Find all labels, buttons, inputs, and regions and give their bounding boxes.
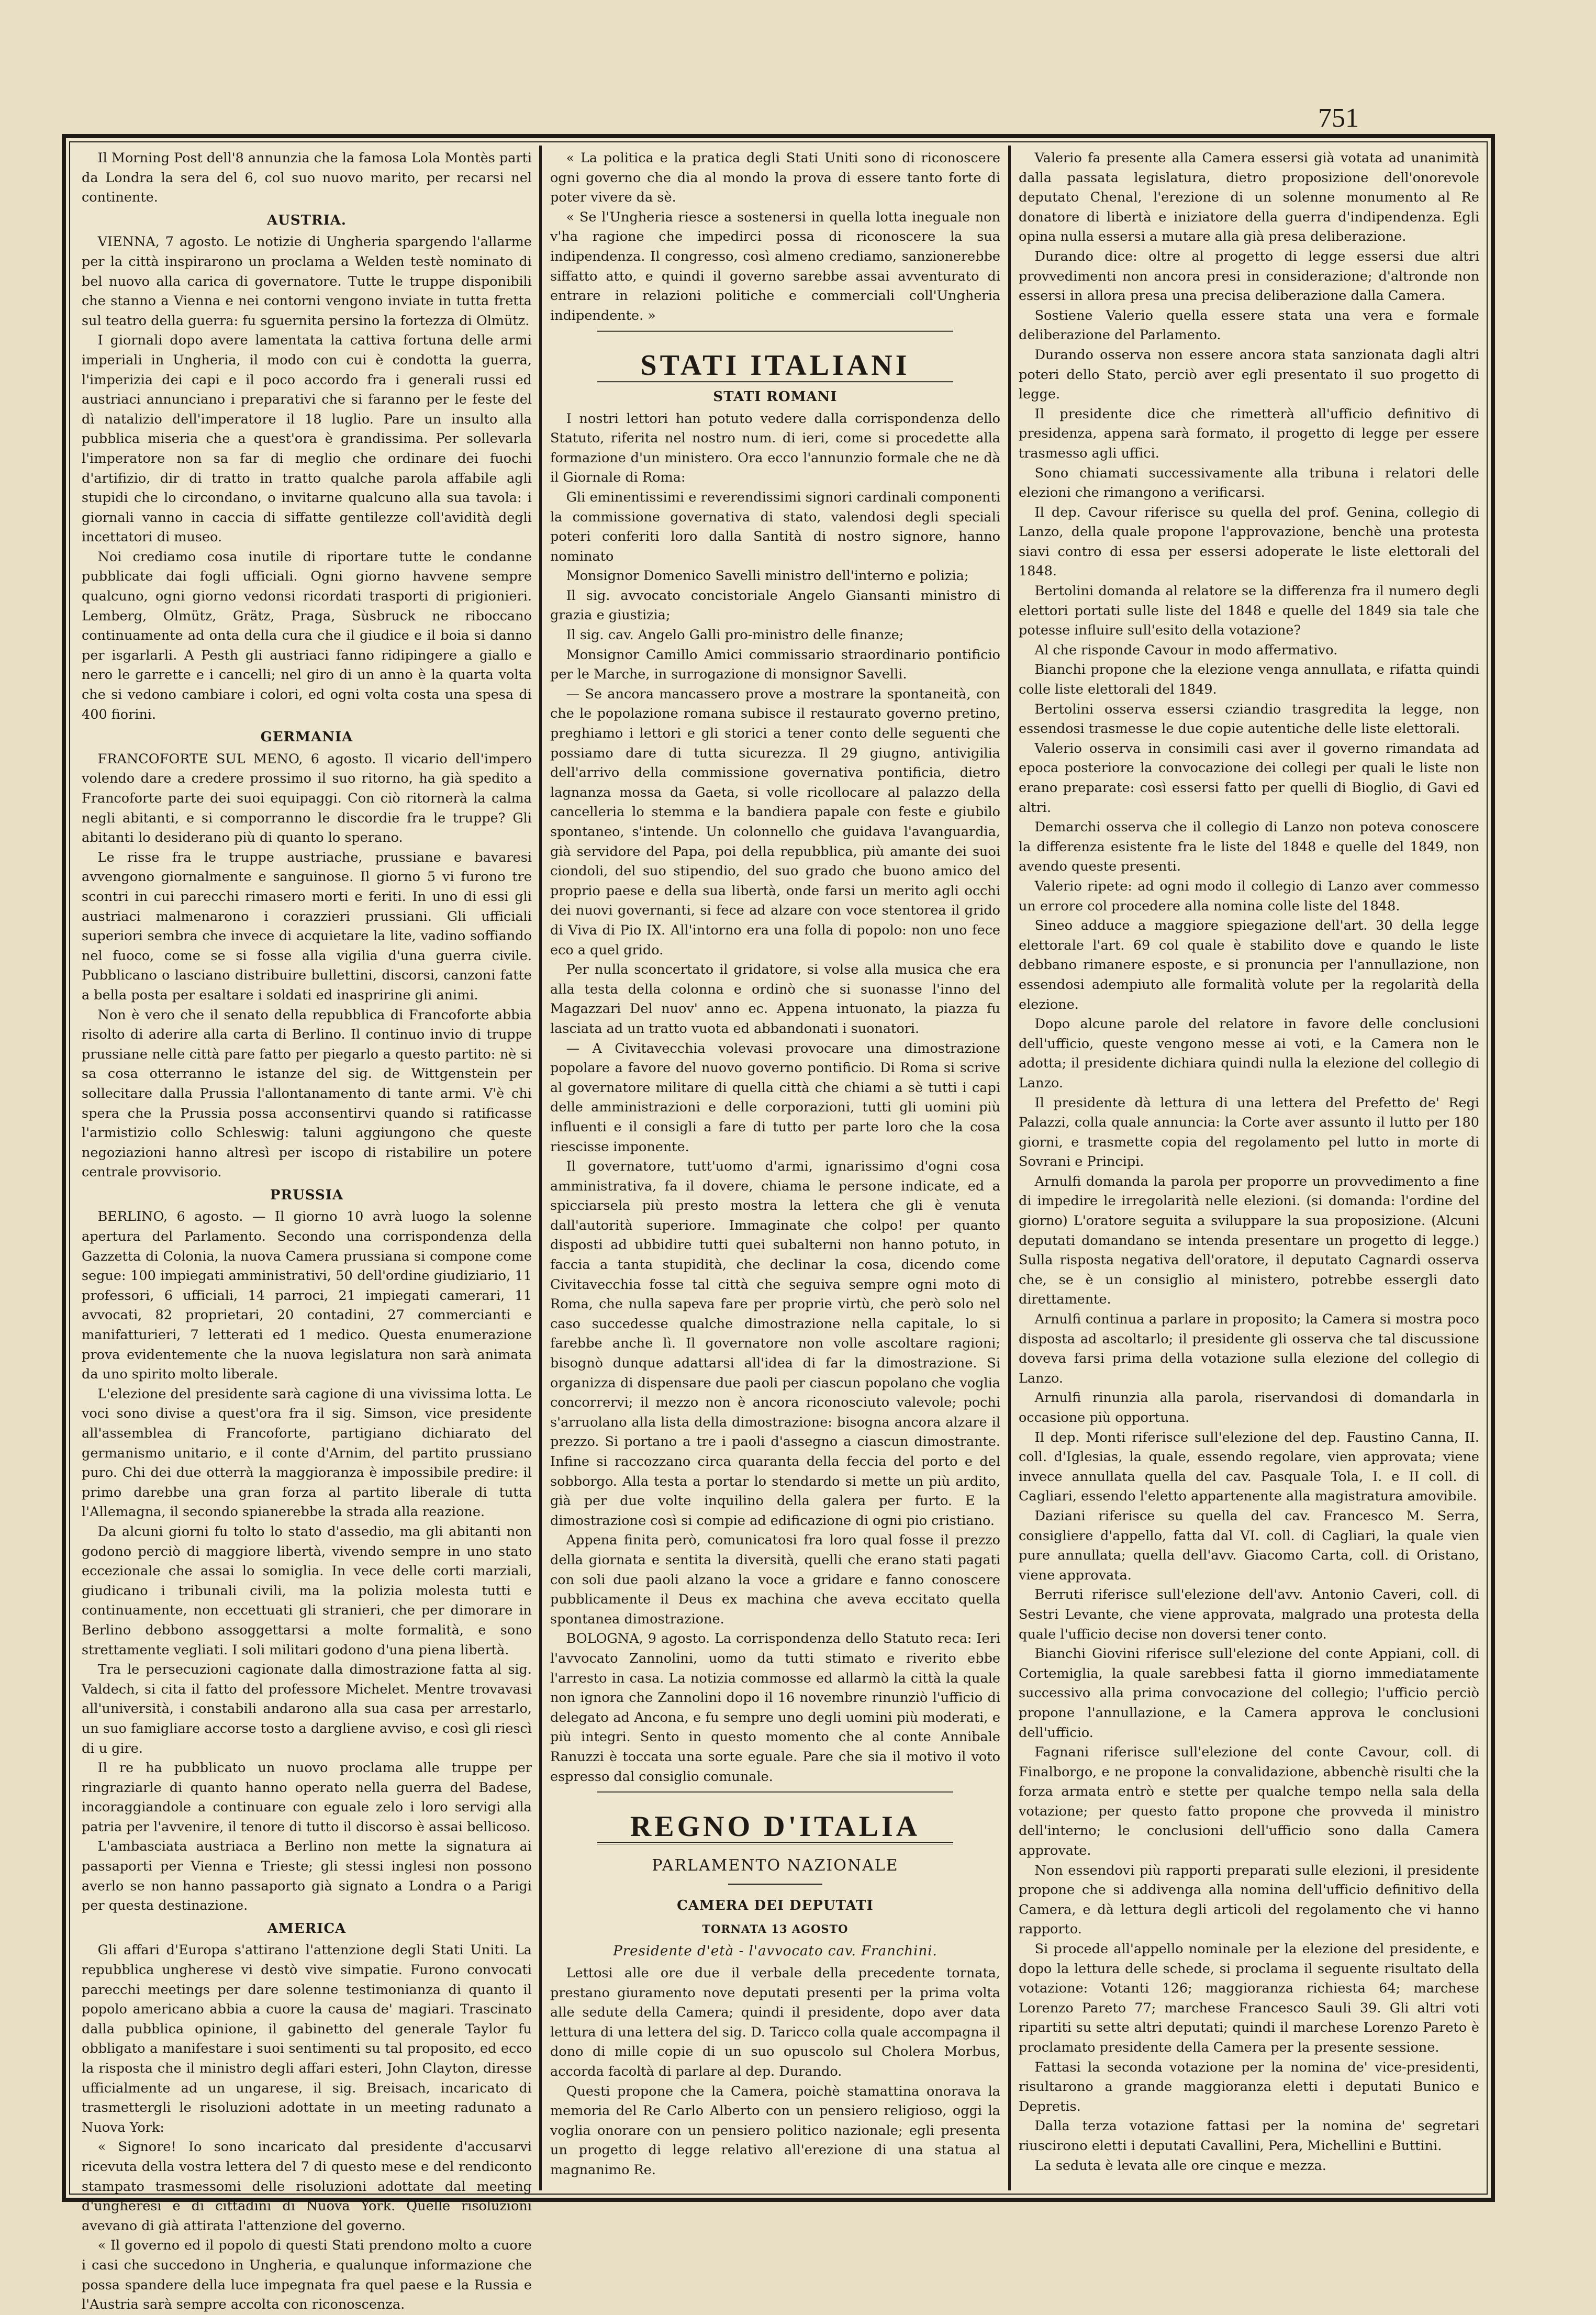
paragraph: Si procede all'appello nominale per la elezione del presidente, e dopo la lettura delle schede, si proclama il seguente risultato della votazione: Votanti 126; maggioranza richiesta 64; marchese Lorenzo Pareto 77; marchese Francesco Sauli 39. Gli altri voti ripartiti su sette altri deputati; quindi il marchese Lorenzo Pareto è proclamato presidente della Camera per la presente sessione. bbox=[1019, 1941, 1479, 2055]
paragraph: Il presidente dà lettura di una lettera del Prefetto de' Regi Palazzi, colla quale annuncia: la Corte aver assunto il lutto per 180 giorni, e trasmette copia del regolamento pel lutto in morte di Sovrani e Principi. bbox=[1019, 1095, 1479, 1170]
paragraph: Non essendovi più rapporti preparati sulle elezioni, il presidente propone che si addivenga alla nomina dell'ufficio definitivo della Camera, e dà lettura degli articoli del regolamento che vi hanno rapporto. bbox=[1019, 1862, 1479, 1938]
paragraph: Durando dice: oltre al progetto di legge essersi due altri provvedimenti non ancora presi in considerazione; d'altronde non essersi in allora presa una precisa deliberazione dalla Camera. bbox=[1019, 248, 1479, 304]
paragraph: Daziani riferisce su quella del cav. Francesco M. Serra, consigliere d'appello, fatta dal VI. coll. di Cagliari, la quale vien pure annullata; quella dell'avv. Giacomo Carta, coll. di Oristano, viene approvata. bbox=[1019, 1508, 1479, 1583]
paragraph: Valerio ripete: ad ogni modo il collegio di Lanzo aver commesso un errore col procedere alla nomina colle liste del 1848. bbox=[1019, 878, 1479, 914]
paragraph: Demarchi osserva che il collegio di Lanzo non poteva conoscere la differenza esistente fra le liste del 1848 e quelle del 1849, non avendo queste presenti. bbox=[1019, 819, 1479, 875]
paragraph: « Se l'Ungheria riesce a sostenersi in quella lotta ineguale non v'ha ragione che impedirci possa di riconoscere la sua indipendenza. Il congresso, così almeno crediamo, sanzionerebbe siffatto atto, e quindi il governo sarebbe assai avventurato di entrare in relazioni politiche e commerciali coll'Ungheria indipendente. » bbox=[550, 209, 1000, 324]
paragraph: Il presidente dice che rimetterà all'ufficio definitivo di presidenza, appena sarà formato, il progetto di legge per essere trasmesso agli uffici. bbox=[1019, 406, 1479, 461]
paragraph: Il sig. cav. Angelo Galli pro-ministro delle finanze; bbox=[566, 627, 904, 643]
paragraph: — Se ancora mancassero prove a mostrare la spontaneità, con che le popolazione romana subisce il restaurato governo pretino, preghiamo i lettori e gli storici a tener conto delle seguenti che possiamo dare di tutta sicurezza. Il 29 giugno, antivigilia dell'arrivo della commissione governativa pontificia, dietro lagnanza mossa da Gaeta, si volle ricollocare al palazzo della cancelleria lo stemma e la bandiera papale con feste e giubilo spontaneo, s'intende. Un colonnello che guidava l'avanguardia, già servidore del Papa, poi della repubblica, più amante dei suoi ciondoli, del suo stipendio, del suo grado che buono amico del proprio paese e della sua libertà, onde farsi un merito agli occhi dei nuovi governanti, si fece ad alzare con voce stentorea il grido di Viva di Pio IX. All'intorno era una folla di popolo: non uno fece eco a quel grido. bbox=[550, 686, 1000, 958]
small-rule bbox=[728, 1884, 822, 1885]
paragraph: Arnulfi domanda la parola per proporre un provvedimento a fine di impedire le irregolarità nelle elezioni. (si domanda: l'ordine del giorno) L'oratore seguita a sviluppare la sua proposizione. (Alcuni deputati domandano se intenda presentare un progetto di legge.) Sulla risposta negativa dell'oratore, il deputato Cagnardi osserva che, se è un consiglio al ministero, potrebbe essergli dato direttamente. bbox=[1019, 1173, 1479, 1308]
paragraph: Sineo adduce a maggiore spiegazione dell'art. 30 della legge elettorale l'art. 69 col quale è stabilito dove e quando le liste debbano rimanere esposte, e si pronuncia per l'annullazione, non essendosi adempiuto alle formalità volute per la regolarità della elezione. bbox=[1019, 918, 1479, 1012]
paragraph: Per nulla sconcertato il gridatore, si volse alla musica che era alla testa della colonna e ordinò che si suonasse l'inno del Magazzari Del nuov' anno ec. Appena intuonato, la piazza fu lasciata ad un tratto vuota ed abbandonati i suonatori. bbox=[550, 962, 1000, 1037]
paragraph: Il sig. avvocato concistoriale Angelo Giansanti ministro di grazia e giustizia; bbox=[550, 587, 1000, 624]
title-rule bbox=[597, 1791, 953, 1793]
section-heading: CAMERA DEI DEPUTATI bbox=[677, 1898, 874, 1914]
paragraph: Bianchi propone che la elezione venga annullata, e rifatta quindi colle liste elettorali del 1849. bbox=[1019, 662, 1479, 698]
page-number: 751 bbox=[1318, 103, 1359, 133]
paragraph: Il governatore, tutt'uomo d'armi, ignarissimo d'ogni cosa amministrativa, fa il dovere, chiama le persone indicate, ed a spicciarsela più presto mostra la lettera che gli è venuta dall'autorità superiore. Immaginate che colpo! per quanto disposti ad ubbidire tutti quei subalterni non hanno potuto, in faccia a tanta stupidità, che declinar la cosa, dicendo come Civitavecchia fosse tal città che seguiva sempre ogni moto di Roma, che nulla sapeva fare per proprie virtù, che però solo nel caso succedesse qualche dimostrazione nella capitale, lo si farebbe anche lì. Il governatore non volle ascoltare ragioni; bisognò dunque adattarsi all'idea di far la dimostrazione. Si organizza di dispensare due paoli per ciascun popolano che voglia concorrervi; il mezzo non è ancora riconosciuto valevole; pochi s'arruolano alla lista della dimostrazione: bisogna ancora alzare il prezzo. Si portano a tre i paoli d'assegno a ciascun dimostrante. Infine si raccozzano circa quaranta della feccia del porto e del sobborgo. Alla testa a portar lo stendardo si mette un più ardito, già per due volte inquilino della galera per furto. E la dimostrazione così si compie ad edificazione di ogni pio cristiano. bbox=[550, 1159, 1000, 1529]
paragraph: I nostri lettori han potuto vedere dalla corrispondenza dello Statuto, riferita nel nostro num. di ieri, come si procedette alla formazione d'un ministero. Ora ecco l'annunzio formale che ne dà il Giornale di Roma: bbox=[550, 410, 1000, 486]
paragraph: FRANCOFORTE SUL MENO, 6 agosto. Il vicario dell'impero volendo dare a credere prossimo il suo ritorno, ha già spedito a Francoforte parte dei suoi equipaggi. Con ciò ritornerà la calma negli abitanti, e si comporranno le discordie fra le truppe? Gli abitanti lo desiderano più di quanto lo sperano. bbox=[82, 751, 532, 846]
paragraph: Il re ha pubblicato un nuovo proclama alle truppe per ringraziarle di quanto hanno operato nella guerra del Badese, incoraggiandole a continuare con eguale zelo i loro servigi alla patria per l'avvenire, il tenore di tutto il discorso è assai bellicoso. bbox=[82, 1760, 532, 1835]
paragraph: L'ambasciata austriaca a Berlino non mette la signatura ai passaporti per Vienna e Trieste; gli stessi inglesi non possono averlo se non hanno passaporto già signato a Londra o a Parigi per questa destinazione. bbox=[82, 1839, 532, 1914]
paragraph: I giornali dopo avere lamentata la cattiva fortuna delle armi imperiali in Ungheria, il modo con cui è condotta la guerra, l'imperizia dei capi e il poco accordo fra i generali russi ed austriaci annunciano i preparativi che si faranno per le feste del dì natalizio dell'imperatore il 18 luglio. Pare un insulto alla pubblica miseria che a quest'ora è grandissima. Per sollevarla l'imperatore non sa far di meglio che ordinare dei fuochi d'artifizio, dir di tratto in tratto qualche parola affabile agli stupidi che lo circondano, o invitarne qualcuno alla sua tavola: i giornali vanno in caccia di siffatte gentilezze coll'avidità degli incettatori di museo. bbox=[82, 332, 532, 546]
paragraph: Appena finita però, comunicatosi fra loro qual fosse il prezzo della giornata e sentita la diversità, quelli che erano stati pagati con soli due paoli alzano la voce a gridare e fanno conoscere pubblicamente il Deus ex machina che aveva eccitato quella spontanea dimostrazione. bbox=[550, 1532, 1000, 1627]
paragraph: Il dep. Monti riferisce sull'elezione del dep. Faustino Canna, II. coll. d'Iglesias, la quale, essendo regolare, vien approvata; viene invece annullata quella del cav. Pasquale Tola, I. e II coll. di Cagliari, essendo l'eletto appartenente alla magistratura amovibile. bbox=[1019, 1429, 1479, 1505]
paragraph: Arnulfi rinunzia alla parola, riservandosi di domandarla in occasione più opportuna. bbox=[1019, 1390, 1479, 1426]
paragraph: Le risse fra le truppe austriache, prussiane e bavaresi avvengono giornalmente e sanguinose. Il giorno 5 vi furono tre scontri in cui parecchi rimasero morti e feriti. In uno di essi gli austriaci malmenarono i corazzieri prussiani. Gli ufficiali superiori sembra che invece di acquietare la lite, vadino soffiando nel fuoco, come se si fosse alla vigilia d'una guerra civile. Pubblicano o lasciano distribuire bullettini, discorsi, canzoni fatte a bella posta per esaltare i soldati ed inaspririne gli animi. bbox=[82, 849, 532, 1003]
paragraph: Valerio fa presente alla Camera essersi già votata ad unanimità dalla passata legislatura, dietro proposizione dell'onorevole deputato Chenal, l'erezione di un solenne monumento al Re donatore di libertà e iniziatore della guerra d'indipendenza. Egli opina nulla essersi a mutare alla già presa deliberazione. bbox=[1019, 150, 1479, 245]
paragraph: Berruti riferisce sull'elezione dell'avv. Antonio Caveri, coll. di Sestri Levante, che viene approvata, malgrado una protesta della quale l'ufficio decise non doversi tener conto. bbox=[1019, 1587, 1479, 1642]
paragraph: Monsignor Domenico Savelli ministro dell'interno e polizia; bbox=[566, 568, 969, 584]
section-heading: Presidente d'età - l'avvocato cav. Franchini. bbox=[613, 1943, 937, 1960]
paragraph: Noi crediamo cosa inutile di riportare tutte le condanne pubblicate dai fogli ufficiali. Ogni giorno havvene sempre qualcuno, ogni giorno vedonsi ricordati trasporti di prigionieri. Lemberg, Olmütz, Grätz, Praga, Sùsbruck ne riboccano continuamente ad onta della cura che il giudice e il boia si danno per isgarlarli. A Pesth gli austriaci fanno ridipingere a giallo e nero le garrette e i cancelli; nel giro di un anno è la quarta volta che si vedono cambiare i colori, ed ogni volta costa una spesa di 400 fiorini. bbox=[82, 549, 532, 722]
subsection-title: PARLAMENTO NAZIONALE bbox=[652, 1856, 899, 1875]
paragraph: « Signore! Io sono incaricato dal presidente d'accusarvi ricevuta della vostra lettera del 7 di questo mese e del rendiconto stampato trasmessomi delle risoluzioni adottate dal meeting d'ungheresi e di cittadini di Nuova York. Quelle risoluzioni avevano di già attirata l'attenzione del governo. bbox=[82, 2139, 532, 2234]
paragraph: Lettosi alle ore due il verbale della precedente tornata, prestano giuramento nove deputati presenti per la prima volta alle sedute della Camera; quindi il presidente, dopo aver data lettura di una lettera del sig. D. Taricco colla quale accompagna il dono di mille copie di un suo opuscolo sul Cholera Morbus, accorda facoltà di parlare al dep. Durando. bbox=[550, 1965, 1000, 2080]
paragraph: « La politica e la pratica degli Stati Uniti sono di riconoscere ogni governo che dia al mondo la prova di essere tanto forte di poter vivere da sè. bbox=[550, 150, 1000, 206]
paragraph: Dalla terza votazione fattasi per la nomina de' segretari riuscirono eletti i deputati Cavallini, Pera, Michellini e Buttini. bbox=[1019, 2118, 1479, 2154]
paragraph: Da alcuni giorni fu tolto lo stato d'assedio, ma gli abitanti non godono perciò di maggiore libertà, vivendo sempre in uno stato eccezionale che assai lo somiglia. In vece delle corti marziali, giudicano i tribunali civili, ma la polizia molesta tutti e continuamente, non eccettuati gli stranieri, che per dimorare in Berlino debbono assoggettarsi a molte formalità, e sono strettamente vegliati. I soli militari godono d'una piena libertà. bbox=[82, 1523, 532, 1658]
column-rule bbox=[1008, 146, 1011, 2190]
paragraph: Il dep. Cavour riferisce su quella del prof. Genina, collegio di Lanzo, della quale propone l'approvazione, benchè una protesta siavi contro di essa per essersi adoperate le liste elettorali del 1848. bbox=[1019, 504, 1479, 580]
paragraph: BOLOGNA, 9 agosto. La corrispondenza dello Statuto reca: Ieri l'avvocato Zannolini, uomo da tutti stimato e riverito ebbe l'arresto in casa. La notizia commosse ed allarmò la città la quale non ignora che Zannolini dopo il 16 novembre rinunziò l'ufficio di delegato ad Ancona, e fu sempre uno degli uomini più moderati, e più integri. Sento in questo momento che al conte Annibale Ranuzzi è toccata una sorte eguale. Pare che sia il motivo il voto espresso dal consiglio comunale. bbox=[550, 1631, 1000, 1785]
paragraph: Gli affari d'Europa s'attirano l'attenzione degli Stati Uniti. La repubblica ungherese vi destò vive simpatie. Furono convocati parecchi meetings per dare solenne testimonianza di quanto il popolo americano abbia a cuore la causa de' magiari. Trascinato dalla pubblica opinione, il gabinetto del generale Taylor fu obbligato a manifestare i suoi sentimenti su tal proposito, ed ecco la risposta che il ministro degli affari esteri, John Clayton, diresse ufficialmente ad un ungarese, il sig. Breisach, incaricato di trasmettergli le risoluzioni adottate in un meeting radunato a Nuova York: bbox=[82, 1942, 532, 2135]
paragraph: Non è vero che il senato della repubblica di Francoforte abbia risolto di aderire alla carta di Berlino. Il continuo invio di truppe prussiane nelle città pare fatto per piegarlo a questo partito: nè si sa cosa otterranno le istanze del sig. de Wittgenstein per sollecitare dalla Prussia l'allontanamento di tante armi. V'è chi spera che la Prussia possa acconsentirvi quando si ratificasse l'armistizio collo Schleswig: taluni aggiungono che queste negoziazioni hanno altresì per iscopo di ristabilire un potere centrale provvisorio. bbox=[82, 1007, 532, 1181]
paragraph: L'elezione del presidente sarà cagione di una vivissima lotta. Le voci sono divise a quest'ora fra il sig. Simson, vice presidente all'assemblea di Francoforte, partigiano dichiarato del germanismo unitario, e il conte d'Arnim, del partito prussiano puro. Chi dei due otterrà la maggioranza è impossibile predire: il primo darebbe una gran forza al partito liberale di tutta l'Allemagna, il secondo spianerebbe la strada alla reazione. bbox=[82, 1386, 532, 1520]
paragraph: Bertolini domanda al relatore se la differenza fra il numero degli elettori portati sulle liste del 1848 e quelle del 1849 sia tale che potesse influire sull'esito della votazione? bbox=[1019, 583, 1479, 639]
paragraph: Monsignor Camillo Amici commissario straordinario pontificio per le Marche, in surrogazione di monsignor Savelli. bbox=[550, 647, 1000, 683]
paragraph: Tra le persecuzioni cagionate dalla dimostrazione fatta al sig. Valdech, si cita il fatto del professore Michelet. Mentre trovavasi all'università, i constabili andarono alla sua casa per arrestarlo, un suo famigliare accorse tosto a dargliene avviso, e così gli riescì di u gire. bbox=[82, 1662, 532, 1756]
section-title-regno-italia: REGNO D'ITALIA bbox=[630, 1810, 921, 1843]
paragraph: Sono chiamati successivamente alla tribuna i relatori delle elezioni che rimangono a verificarsi. bbox=[1019, 465, 1479, 501]
paragraph: Arnulfi continua a parlare in proposito; la Camera si mostra poco disposta ad ascoltarlo; il presidente gli osserva che tal discussione doveva farsi prima della votazione sulla elezione del collegio di Lanzo. bbox=[1019, 1311, 1479, 1386]
paragraph: Bertolini osserva essersi cziandio trasgredita la legge, non essendosi trasmesse le due copie autentiche delle liste elettorali. bbox=[1019, 701, 1479, 737]
section-heading: TORNATA 13 AGOSTO bbox=[702, 1922, 849, 1935]
paragraph: Bianchi Giovini riferisce sull'elezione del conte Appiani, coll. di Cortemiglia, la quale sarebbesi fatta il giorno immediatamente successivo alla prima convocazione del collegio; l'ufficio perciò propone l'annullazione, e la Camera approva le conclusioni dell'ufficio. bbox=[1019, 1646, 1479, 1741]
section-heading: PRUSSIA bbox=[270, 1187, 344, 1203]
paragraph: Questi propone che la Camera, poichè stamattina onorava la memoria del Re Carlo Alberto con un pensiero religioso, oggi la voglia onorare con un pensiero politico nazionale; egli presenta un progetto di legge relativo all'erezione di una statua al magnanimo Re. bbox=[550, 2083, 1000, 2178]
column-1 bbox=[82, 149, 532, 2313]
newspaper-frame bbox=[62, 134, 1495, 2313]
paragraph: La seduta è levata alle ore cinque e mezza. bbox=[1034, 2157, 1326, 2174]
paragraph: BERLINO, 6 agosto. — Il giorno 10 avrà luogo la solenne apertura del Parlamento. Secondo una corrispondenza della Gazzetta di Colonia, la nuova Camera prussiana si compone come segue: 100 impiegati amministrativi, 50 dell'ordine giudiziario, 11 professori, 6 ufficiali, 14 parroci, 21 impiegati camerari, 11 avvocati, 82 proprietari, 20 contadini, 27 commercianti e manifatturieri, 7 letterati ed 1 medico. Questa enumerazione prova evidentemente che la nuova legislatura non sarà animata da uno spirito molto liberale. bbox=[82, 1209, 532, 1383]
paragraph: Valerio osserva in consimili casi aver il governo rimandata ad epoca posteriore la convocazione dei collegi per quali le liste non erano preparate: così essersi fatto per quelli di Bioglio, di Gavi ed altri. bbox=[1019, 740, 1479, 816]
paragraph: « Il governo ed il popolo di questi Stati prendono molto a cuore i casi che succedono in Ungheria, e qualunque informazione che possa spandere della luce impegnata fra quel paese e la Russia e l'Austria sarà sempre accolta con riconoscenza. bbox=[82, 2238, 532, 2313]
section-heading: AMERICA bbox=[267, 1920, 347, 1936]
paragraph: Sostiene Valerio quella essere stata una vera e formale deliberazione del Parlamento. bbox=[1019, 307, 1479, 343]
paragraph: Fattasi la seconda votazione per la nomina de' vice-presidenti, risultarono a grande maggioranza eletti i deputati Bunico e Depretis. bbox=[1019, 2059, 1479, 2114]
title-rule bbox=[597, 1842, 953, 1844]
title-rule bbox=[597, 330, 953, 332]
paragraph: Fagnani riferisce sull'elezione del conte Cavour, coll. di Finalborgo, e ne propone la convalidazione, abbenchè risulti che la forza armata entrò e stette per qualche tempo nella sala della votazione; per questo fatto propone che provveda il ministro dell'interno; le conclusioni dell'ufficio sono dalla Camera approvate. bbox=[1019, 1744, 1479, 1859]
section-heading: AUSTRIA. bbox=[267, 212, 347, 228]
column-rule bbox=[539, 146, 542, 2190]
paragraph: Durando osserva non essere ancora stata sanzionata dagli altri poteri dello Stato, perciò aver egli presentato il suo progetto di legge. bbox=[1019, 347, 1479, 403]
section-heading: GERMANIA bbox=[260, 729, 353, 745]
title-rule bbox=[597, 381, 953, 383]
section-heading: STATI ROMANI bbox=[713, 388, 838, 405]
paragraph: VIENNA, 7 agosto. Le notizie di Ungheria spargendo l'allarme per la città inspirarono un proclama a Welden testè nominato di bel nuovo alla carica di governatore. Tutte le truppe disponibili che stanno a Vienna e nei contorni vengono inviate in tutta fretta sul teatro della guerra: fu sguernita persino la fortezza di Olmütz. bbox=[82, 234, 532, 329]
paragraph: Gli eminentissimi e reverendissimi signori cardinali componenti la commissione governativa di stato, valendosi degli speciali poteri conferiti loro dalla Santità di nostro signore, hanno nominato bbox=[550, 489, 1000, 564]
paragraph: Dopo alcune parole del relatore in favore delle conclusioni dell'ufficio, queste vengono messe ai voti, e la Camera non le adotta; il presidente dichiara quindi nulla la elezione del collegio di Lanzo. bbox=[1019, 1016, 1479, 1091]
paragraph: — A Civitavecchia volevasi provocare una dimostrazione popolare a favore del nuovo governo pontificio. Di Roma si scrive al governatore militare di quella città che chiami a sè tutti i capi delle amministrazioni e delle corporazioni, tutti gli uomini più influenti e il consigli a fare di tutto per parte loro che la cosa riescisse imponente. bbox=[550, 1040, 1000, 1155]
paragraph: Il Morning Post dell'8 annunzia che la famosa Lola Montès parti da Londra la sera del 6, col suo nuovo marito, per recarsi nel continente. bbox=[82, 150, 532, 206]
column-3 bbox=[1019, 149, 1479, 2187]
column-2 bbox=[550, 149, 1000, 2187]
paragraph: Al che risponde Cavour in modo affermativo. bbox=[1034, 642, 1338, 658]
section-title-stati-italiani: STATI ITALIANI bbox=[640, 349, 910, 382]
